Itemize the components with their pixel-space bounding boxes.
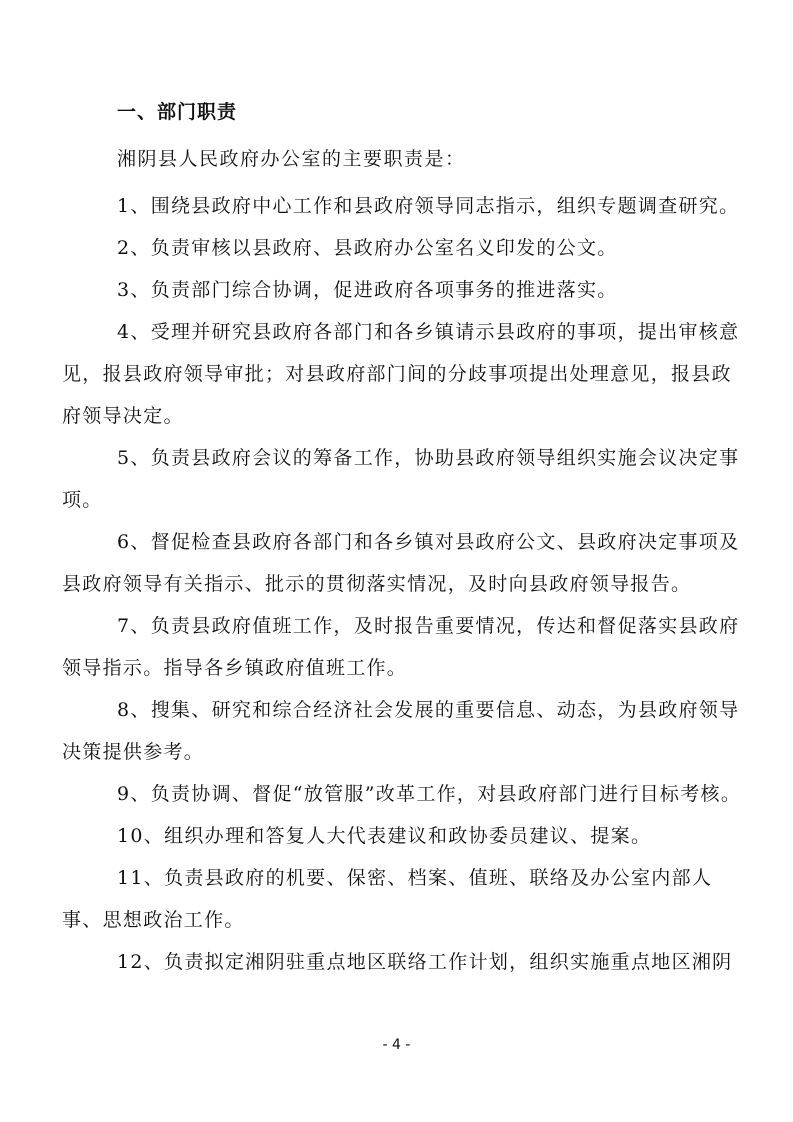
duty-item-5: 5、负责县政府会议的筹备工作，协助县政府领导组织实施会议决定事项。 xyxy=(62,447,740,511)
duty-item-2: 2、负责审核以县政府、县政府办公室名义印发的公文。 xyxy=(117,237,618,259)
duty-item-8: 8、搜集、研究和综合经济社会发展的重要信息、动态，为县政府领导决策提供参考。 xyxy=(62,699,740,763)
duty-item-4: 4、受理并研究县政府各部门和各乡镇请示县政府的事项，提出审核意见，报县政府领导审批；对县政府部门间的分歧事项提出处理意见，报县政府领导决定。 xyxy=(62,321,740,427)
duty-item-6: 6、督促检查县政府各部门和各乡镇对县政府公文、县政府决定事项及县政府领导有关指示、批示的贯彻落实情况，及时向县政府领导报告。 xyxy=(62,531,740,595)
duty-item-10: 10、组织办理和答复人大代表建议和政协委员建议、提案。 xyxy=(117,825,652,847)
duty-item-9: 9、负责协调、督促“放管服”改革工作，对县政府部门进行目标考核。 xyxy=(117,783,742,805)
page-number: - 4 - xyxy=(382,1037,411,1053)
section-heading: 一、部门职责 xyxy=(117,101,238,123)
duty-item-3: 3、负责部门综合协调，促进政府各项事务的推进落实。 xyxy=(117,279,618,301)
intro-paragraph: 湘阴县人民政府办公室的主要职责是： xyxy=(117,148,466,170)
duty-item-7: 7、负责县政府值班工作，及时报告重要情况，传达和督促落实县政府领导指示。指导各乡镇政府值班工作。 xyxy=(62,615,740,679)
duty-item-12: 12、负责拟定湘阴驻重点地区联络工作计划，组织实施重点地区湘阴 xyxy=(117,951,733,973)
duty-list xyxy=(62,185,742,983)
duty-item-1: 1、围绕县政府中心工作和县政府领导同志指示，组织专题调查研究。 xyxy=(117,195,740,217)
duty-item-11: 11、负责县政府的机要、保密、档案、值班、联络及办公室内部人事、思想政治工作。 xyxy=(62,867,713,931)
